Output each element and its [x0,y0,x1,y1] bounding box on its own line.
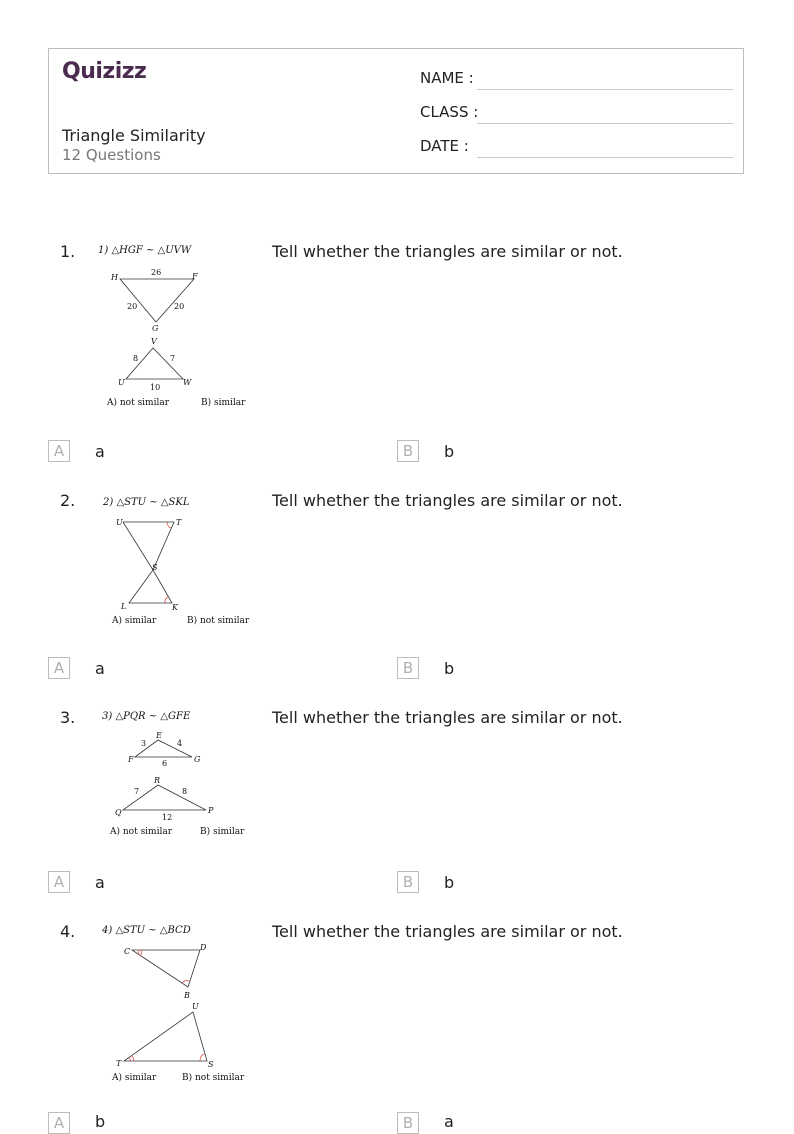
svg-text:T: T [116,1059,122,1068]
svg-text:E: E [156,731,162,740]
svg-text:L: L [121,602,127,611]
name-label: NAME : [420,69,474,87]
option-b-marker[interactable]: B [397,440,419,462]
svg-text:P: P [208,806,214,815]
question-number: 2. [60,491,76,510]
svg-text:1) △HGF ~ △UVW: 1) △HGF ~ △UVW [98,245,192,256]
svg-text:20: 20 [127,302,138,311]
class-field[interactable] [477,123,733,124]
svg-text:8: 8 [133,354,139,363]
svg-text:20: 20 [174,302,185,311]
question-count: 12 Questions [62,146,161,164]
question-number: 1. [60,242,76,261]
svg-text:U: U [118,378,125,387]
svg-text:B) not similar: B) not similar [182,1073,245,1083]
option-b-text[interactable]: b [444,873,455,892]
svg-text:B: B [184,991,190,1000]
svg-text:F: F [192,272,198,281]
svg-text:F: F [128,755,134,764]
option-a-text[interactable]: b [95,1112,106,1131]
svg-text:3: 3 [141,739,147,748]
question-text: Tell whether the triangles are similar or not. [272,922,623,941]
worksheet-title: Triangle Similarity [62,126,206,145]
svg-text:7: 7 [170,354,176,363]
svg-text:4) △STU ~ △BCD: 4) △STU ~ △BCD [102,925,191,936]
question-text: Tell whether the triangles are similar or not. [272,491,623,510]
svg-text:Quizizz: Quizizz [62,59,147,83]
svg-text:S: S [152,563,158,572]
option-a-marker[interactable]: A [48,440,70,462]
question-number: 4. [60,922,76,941]
svg-text:2) △STU ~ △SKL: 2) △STU ~ △SKL [103,497,190,508]
svg-text:D: D [200,943,207,952]
svg-text:B) similar: B) similar [200,827,245,837]
svg-text:A) not similar: A) not similar [107,398,170,408]
question-text: Tell whether the triangles are similar or not. [272,708,623,727]
svg-text:W: W [183,378,192,387]
svg-text:3) △PQR ~ △GFE: 3) △PQR ~ △GFE [102,711,191,722]
option-a-marker[interactable]: A [48,871,70,893]
date-field[interactable] [477,157,733,158]
option-a-text[interactable]: a [95,659,105,678]
triangle-figure [96,238,261,413]
option-a-text[interactable]: a [95,442,105,461]
date-label: DATE : [420,137,469,155]
option-b-marker[interactable]: B [397,657,419,679]
svg-text:G: G [152,324,159,333]
svg-text:R: R [154,776,161,785]
svg-text:C: C [124,947,131,956]
svg-text:Q: Q [115,808,122,817]
option-b-text[interactable]: b [444,442,455,461]
svg-text:10: 10 [150,383,161,392]
svg-text:7: 7 [134,787,140,796]
name-field[interactable] [477,89,733,90]
triangle-figure [96,490,261,630]
worksheet-header [48,48,744,174]
svg-text:U: U [116,518,123,527]
svg-text:H: H [111,273,118,282]
svg-text:V: V [151,337,157,346]
svg-text:A) similar: A) similar [112,616,157,626]
option-a-marker[interactable]: A [48,1112,70,1134]
svg-text:G: G [194,755,201,764]
svg-text:8: 8 [182,787,188,796]
svg-text:A) similar: A) similar [112,1073,157,1083]
svg-text:S: S [208,1060,214,1069]
option-b-marker[interactable]: B [397,1112,419,1134]
svg-text:12: 12 [162,813,173,822]
triangle-figure [96,918,261,1088]
option-b-text[interactable]: b [444,659,455,678]
question-number: 3. [60,708,76,727]
svg-text:26: 26 [151,268,162,277]
svg-text:K: K [172,603,178,612]
svg-text:4: 4 [177,739,183,748]
class-label: CLASS : [420,103,479,121]
svg-text:A) not similar: A) not similar [110,827,173,837]
svg-text:B) not similar: B) not similar [187,616,250,626]
option-a-marker[interactable]: A [48,657,70,679]
svg-text:6: 6 [162,759,168,768]
option-b-text[interactable]: a [444,1112,454,1131]
triangle-figure [96,704,261,844]
question-text: Tell whether the triangles are similar or not. [272,242,623,261]
option-a-text[interactable]: a [95,873,105,892]
quizizz-logo [61,57,153,87]
option-b-marker[interactable]: B [397,871,419,893]
svg-text:U: U [192,1002,199,1011]
svg-text:B) similar: B) similar [201,398,246,408]
svg-text:T: T [176,518,182,527]
